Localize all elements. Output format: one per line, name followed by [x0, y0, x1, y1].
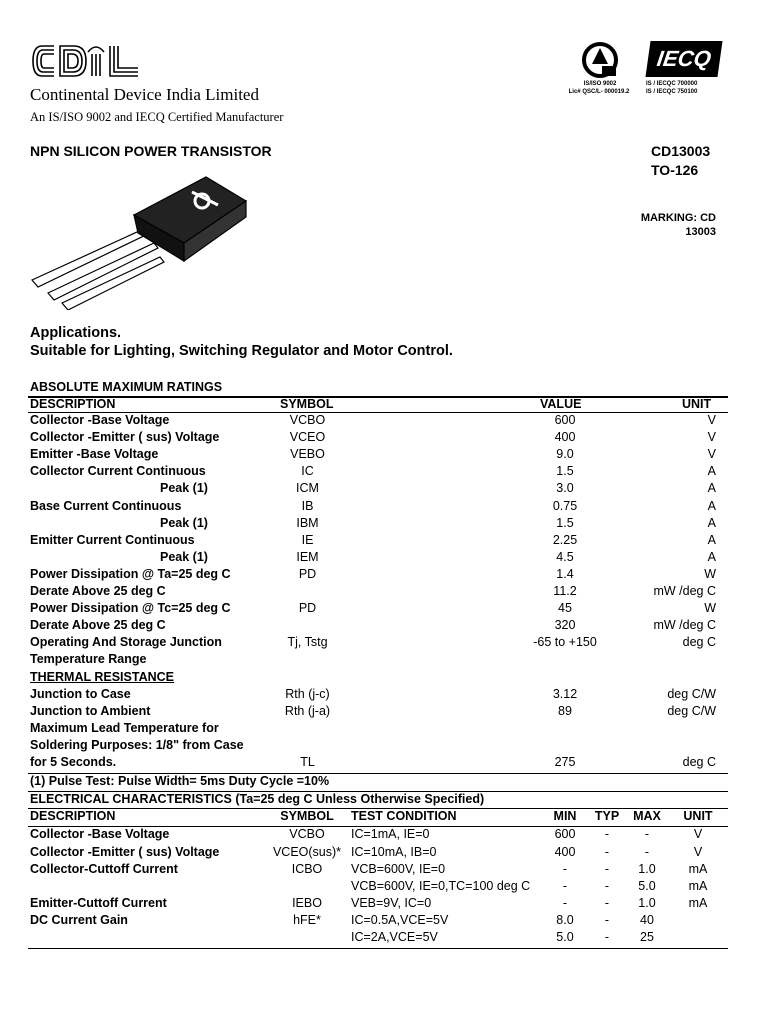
cert1-line1: IS/ISO 9002: [583, 81, 617, 87]
iecq-logo: [645, 41, 722, 77]
row-unit: A: [707, 532, 716, 547]
elec-cell-min: 600: [554, 827, 576, 842]
elec-cell-typ: -: [604, 861, 610, 876]
row-symbol: Tj, Tstg: [287, 635, 328, 650]
row-unit: A: [707, 464, 716, 479]
row-symbol: IEM: [296, 549, 319, 564]
pulse-test-footnote: [0, 774, 768, 791]
elec-col-header-max: MAX: [633, 809, 661, 824]
elec-cell-condition: VCB=600V, IE=0,TC=100 deg C: [351, 878, 531, 893]
row-description: Junction to Ambient: [30, 703, 151, 718]
elec-cell-min: -: [562, 895, 568, 910]
row-description: Soldering Purposes: 1/8" from Case: [30, 737, 244, 752]
elec-col-header-unit: UNIT: [683, 809, 713, 824]
row-value: 600: [554, 413, 576, 427]
elec-cell-symbol: VCBO: [289, 827, 325, 842]
row-description: Power Dissipation @ Tc=25 deg C: [30, 601, 231, 616]
row-description: Derate Above 25 deg C: [30, 618, 166, 633]
table-row: [0, 550, 768, 567]
row-symbol: IE: [301, 532, 314, 547]
elec-col-header-min: MIN: [553, 809, 577, 824]
table-row: [0, 430, 768, 447]
elec-cell-max: 5.0: [638, 878, 656, 893]
row-unit: deg C: [682, 755, 716, 769]
elec-cell-condition: IC=10mA, IB=0: [351, 844, 437, 859]
elec-rule-bottom: [28, 948, 728, 949]
row-unit: W: [704, 566, 716, 581]
marking-line1: MARKING: CD: [640, 212, 716, 224]
table-row: [0, 567, 768, 584]
col-header-value: VALUE: [540, 397, 582, 411]
table-row: [0, 635, 768, 652]
elec-cell-min: 5.0: [556, 930, 574, 944]
col-header-unit: UNIT: [682, 397, 712, 411]
abs-max-title: ABSOLUTE MAXIMUM RATINGS: [30, 380, 223, 394]
row-unit: deg C/W: [667, 703, 716, 718]
row-unit: V: [707, 430, 716, 445]
row-symbol: IC: [301, 464, 314, 479]
elec-cell-max: -: [644, 844, 650, 859]
elec-cell-description: Collector-Cuttoff Current: [30, 861, 178, 876]
table-row: [0, 845, 768, 862]
table-row: [0, 738, 768, 755]
transistor-package-image: [28, 165, 268, 310]
row-description: Derate Above 25 deg C: [30, 584, 166, 598]
row-symbol: IBM: [296, 515, 319, 530]
row-value: 89: [558, 703, 572, 718]
elec-cell-symbol: IEBO: [292, 895, 322, 910]
row-unit: deg C: [682, 635, 716, 650]
row-unit: A: [707, 481, 716, 496]
row-unit: A: [707, 515, 716, 530]
table-row: [0, 499, 768, 516]
row-description: Peak (1): [160, 481, 208, 496]
row-value: 320: [554, 618, 576, 633]
row-description: Collector -Base Voltage: [30, 413, 170, 427]
row-unit: V: [707, 447, 716, 462]
table-row: [0, 584, 768, 601]
elec-cell-condition: IC=1mA, IE=0: [351, 827, 430, 842]
table-row: [0, 601, 768, 618]
table-row: [0, 827, 768, 844]
cert1-line2: Lic# QSC/L- 000019.2: [568, 89, 630, 95]
elec-cell-min: 8.0: [556, 912, 574, 927]
table-row: [0, 862, 768, 879]
row-value: 1.5: [556, 464, 574, 479]
row-symbol: ICM: [296, 481, 319, 496]
to126-transistor-icon: [28, 165, 268, 310]
elec-col-header-description: DESCRIPTION: [30, 809, 116, 824]
row-description: for 5 Seconds.: [30, 755, 117, 769]
elec-cell-max: 40: [640, 912, 654, 927]
elec-cell-description: Emitter-Cuttoff Current: [30, 895, 167, 910]
elec-cell-condition: VEB=9V, IC=0: [351, 895, 432, 910]
table-row: [0, 687, 768, 704]
table-row: [0, 481, 768, 498]
table-row: [0, 913, 768, 930]
applications-heading: Applications.: [30, 325, 122, 341]
elec-cell-description: Collector -Base Voltage: [30, 827, 170, 842]
row-value: 9.0: [556, 447, 574, 462]
elec-cell-min: -: [562, 878, 568, 893]
row-unit: mW /deg C: [653, 618, 716, 633]
elec-cell-description: DC Current Gain: [30, 912, 128, 927]
elec-header-row: [0, 809, 768, 826]
row-description: Peak (1): [160, 549, 208, 564]
elec-cell-unit: V: [693, 827, 703, 842]
row-unit: A: [707, 498, 716, 513]
elec-cell-condition: VCB=600V, IE=0: [351, 861, 446, 876]
row-value: 0.75: [552, 498, 578, 513]
row-symbol: VEBO: [290, 447, 325, 462]
elec-cell-unit: mA: [688, 895, 708, 910]
iecq-logo-text: IECQ: [655, 46, 713, 71]
row-symbol: VCEO: [289, 430, 326, 445]
elec-cell-max: 1.0: [638, 861, 656, 876]
row-description: Junction to Case: [30, 686, 131, 701]
elec-col-header-symbol: SYMBOL: [280, 809, 334, 824]
elec-cell-max: -: [644, 827, 650, 842]
table-row: [0, 464, 768, 481]
marking-line2: 13003: [685, 226, 716, 238]
row-symbol: TL: [300, 755, 315, 769]
row-unit: deg C/W: [667, 686, 716, 701]
row-symbol: IB: [301, 498, 314, 513]
row-unit: V: [707, 413, 716, 427]
row-value: 400: [554, 430, 576, 445]
elec-cell-max: 25: [640, 930, 654, 944]
elec-cell-unit: mA: [688, 861, 708, 876]
elec-title: ELECTRICAL CHARACTERISTICS (Ta=25 deg C Unless Otherwise Specified): [30, 792, 485, 807]
thermal-resistance-label: THERMAL RESISTANCE: [30, 669, 174, 684]
row-description: Temperature Range: [30, 652, 147, 667]
row-description: Collector Current Continuous: [30, 464, 206, 479]
table-row: [0, 896, 768, 913]
row-value: 3.0: [556, 481, 574, 496]
elec-col-header-typ: TYP: [594, 809, 620, 824]
elec-cell-unit: V: [693, 844, 703, 859]
table-row: [0, 721, 768, 738]
row-description: Maximum Lead Temperature for: [30, 720, 219, 735]
elec-cell-symbol: VCEO(sus)*: [272, 844, 342, 859]
elec-col-header-condition: TEST CONDITION: [351, 809, 457, 824]
company-tagline: An IS/ISO 9002 and IECQ Certified Manufacturer: [30, 110, 284, 124]
row-value: 3.12: [552, 686, 578, 701]
table-row: [0, 755, 768, 772]
row-value: 1.4: [556, 566, 574, 581]
company-name: Continental Device India Limited: [30, 85, 259, 104]
row-value: 45: [558, 601, 572, 616]
row-value: 11.2: [553, 584, 577, 598]
package-type: TO-126: [651, 162, 699, 178]
elec-cell-condition: IC=2A,VCE=5V: [351, 930, 438, 944]
row-description: Peak (1): [160, 515, 208, 530]
elec-cell-typ: -: [604, 930, 610, 944]
row-unit: mW /deg C: [653, 584, 716, 598]
elec-cell-typ: -: [604, 844, 610, 859]
thermal-resistance-title: [0, 670, 768, 687]
row-description: Collector -Emitter ( sus) Voltage: [30, 430, 220, 445]
row-value: 4.5: [556, 549, 574, 564]
table-row: [0, 447, 768, 464]
col-header-description: DESCRIPTION: [30, 397, 116, 411]
row-symbol: Rth (j-c): [285, 686, 330, 701]
row-unit: W: [704, 601, 716, 616]
cdil-logo-icon: [30, 40, 142, 82]
row-description: Emitter Current Continuous: [30, 532, 195, 547]
elec-title-row: [0, 792, 768, 809]
elec-cell-unit: mA: [688, 878, 708, 893]
company-logo: [30, 40, 142, 82]
iso-seal-icon: [580, 40, 620, 80]
applications-text: Suitable for Lighting, Switching Regulator and Motor Control.: [30, 343, 453, 359]
elec-cell-min: -: [562, 861, 568, 876]
product-title: NPN SILICON POWER TRANSISTOR: [30, 143, 272, 159]
cert2-line2: IS / IECQC 750100: [646, 89, 698, 95]
row-symbol: Rth (j-a): [284, 703, 331, 718]
elec-cell-typ: -: [604, 878, 610, 893]
elec-cell-max: 1.0: [638, 895, 656, 910]
row-symbol: PD: [298, 566, 317, 581]
elec-cell-typ: -: [604, 827, 610, 842]
row-symbol: PD: [298, 601, 317, 616]
part-number: CD13003: [651, 143, 711, 159]
row-value: 275: [554, 755, 576, 769]
elec-cell-min: 400: [554, 844, 576, 859]
row-value: 2.25: [552, 532, 578, 547]
table-row: [0, 704, 768, 721]
elec-cell-symbol: ICBO: [291, 861, 323, 876]
table-row: [0, 930, 768, 947]
cert2-line1: IS / IECQC 700000: [646, 81, 698, 87]
elec-cell-description: Collector -Emitter ( sus) Voltage: [30, 844, 220, 859]
footnote-text: (1) Pulse Test: Pulse Width= 5ms Duty Cycle =10%: [30, 774, 330, 789]
row-value: -65 to +150: [533, 635, 597, 650]
row-unit: A: [707, 549, 716, 564]
row-description: Emitter -Base Voltage: [30, 447, 159, 462]
elec-cell-condition: IC=0.5A,VCE=5V: [351, 912, 449, 927]
row-description: Operating And Storage Junction: [30, 635, 222, 650]
table-row: [0, 618, 768, 635]
elec-cell-symbol: hFE*: [293, 912, 321, 927]
table-row: [0, 879, 768, 896]
col-header-symbol: SYMBOL: [280, 397, 334, 411]
elec-cell-typ: -: [604, 912, 610, 927]
elec-cell-typ: -: [604, 895, 610, 910]
table-row: [0, 652, 768, 669]
table-row: [0, 413, 768, 430]
row-symbol: VCBO: [289, 413, 326, 427]
table-row: [0, 516, 768, 533]
row-description: Power Dissipation @ Ta=25 deg C: [30, 566, 231, 581]
table-row: [0, 533, 768, 550]
row-description: Base Current Continuous: [30, 498, 182, 513]
iso-certification-logo: [580, 40, 620, 80]
row-value: 1.5: [556, 515, 574, 530]
